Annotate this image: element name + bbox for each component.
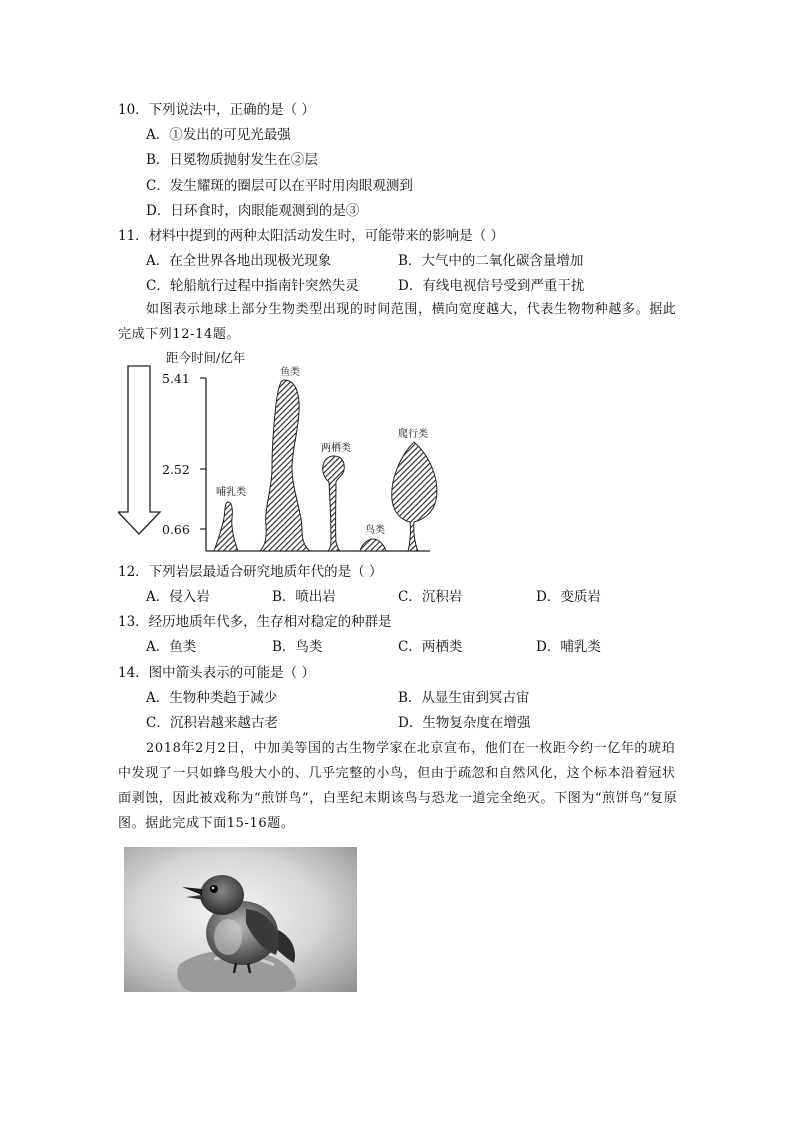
- y-tick-label: 5.41: [162, 371, 190, 386]
- q10-stem: 10．下列说法中，正确的是（ ）: [118, 102, 315, 118]
- q14-stem: 14．图中箭头表示的可能是（ ）: [118, 665, 315, 681]
- fish-label: 鱼类: [280, 367, 300, 378]
- q10-option-a: A．①发出的可见光最强: [146, 127, 291, 143]
- mammal-label: 哺乳类: [216, 487, 246, 498]
- q10-option-d: D．日环食时，肉眼能观测到的是③: [146, 203, 360, 219]
- evolution-diagram: [118, 350, 438, 555]
- q13-option-d: D．哺乳类: [536, 639, 601, 655]
- intro-12-14: 如图表示地球上部分生物类型出现的时间范围，横向宽度越大，代表生物物种越多。据此完成下列12-14题。: [118, 302, 677, 342]
- q11-option-b: B．大气中的二氧化碳含量增加: [398, 253, 584, 269]
- y-tick-label: 0.66: [162, 522, 190, 537]
- q11-option-c: C．轮船航行过程中指南针突然失灵: [146, 278, 359, 294]
- fish-shape: [260, 380, 310, 551]
- q13-option-b: B．鸟类: [272, 639, 323, 655]
- q14-option-a: A．生物种类趋于减少: [146, 690, 278, 706]
- q12-option-b: B．喷出岩: [272, 589, 336, 605]
- y-tick-label: 2.52: [162, 462, 190, 477]
- q11-option-a: A．在全世界各地出现极光现象: [146, 253, 332, 269]
- q11-stem: 11．材料中提到的两种太阳活动发生时，可能带来的影响是（ ）: [118, 228, 504, 244]
- q14-option-c: C．沉积岩越来越古老: [146, 715, 278, 731]
- amphibian-shape: [323, 456, 344, 551]
- reptile-shape: [392, 442, 437, 551]
- q12-option-c: C．沉积岩: [398, 589, 463, 605]
- amphibian-label: 两栖类: [321, 443, 351, 454]
- bird-reconstruction-image: [124, 847, 357, 992]
- bird-label: 鸟类: [365, 525, 385, 536]
- q14-option-d: D．生物复杂度在增强: [398, 715, 531, 731]
- y-axis-label: 距今时间/亿年: [166, 350, 246, 365]
- bird-shape: [360, 539, 386, 551]
- arrow-down-icon: [118, 366, 160, 534]
- reptile-label: 爬行类: [398, 429, 428, 440]
- intro-15-16: 2018年2月2日，中加美等国的古生物学家在北京宣布，他们在一枚距今约一亿年的琥珀中发现了一只如蜂鸟般大小的、几乎完整的小鸟，但由于疏忽和自然风化，这个标本沿着冠状面剥蚀，因此被戏称为“煎饼鸟”，白垩纪末期该鸟与恐龙一道完全绝灭。下图为“煎饼鸟”复原图。据此完成下面15-16题。: [118, 741, 678, 831]
- q10-option-c: C．发生耀斑的圈层可以在平时用肉眼观测到: [146, 178, 413, 194]
- q10-option-b: B．日冕物质抛射发生在②层: [146, 152, 318, 168]
- q13-stem: 13．经历地质年代多，生存相对稳定的种群是: [118, 614, 392, 630]
- q13-option-a: A．鱼类: [146, 639, 197, 655]
- q12-stem: 12．下列岩层最适合研究地质年代的是（ ）: [118, 564, 383, 580]
- mammal-shape: [214, 502, 238, 551]
- q14-option-b: B．从显生宙到冥古宙: [398, 690, 530, 706]
- q12-option-d: D．变质岩: [536, 589, 601, 605]
- q12-option-a: A．侵入岩: [146, 589, 210, 605]
- q11-option-d: D．有线电视信号受到严重干扰: [398, 278, 585, 294]
- q13-option-c: C．两栖类: [398, 639, 463, 655]
